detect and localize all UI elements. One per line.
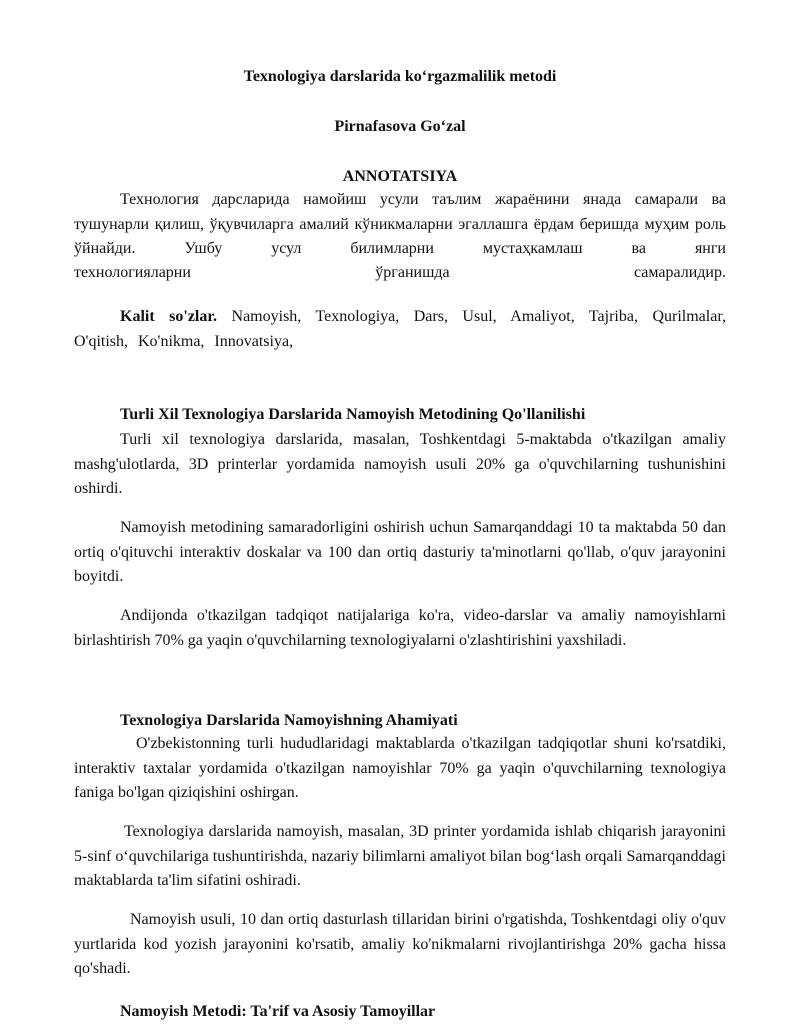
annotation-heading: ANNOTATSIYA [342,168,458,185]
keywords-paragraph [74,305,726,354]
paragraph: Namoyish usuli, 10 dan ortiq dasturlash tillaridan birini o'rgatishda, Toshkentdagi oliy o'quv yurtlarida kod yozish jarayonini ko'rsatib, amaliy ko'nikmalarni rivojlantirishga 20% gacha hissa qo'shadi. [74,911,726,977]
section-heading: Turli Xil Texnologiya Darslarida Namoyish Metodining Qo'llanilishi [120,406,586,423]
author-name: Pirnafasova Go‘zal [334,118,466,135]
paragraph: O'zbekistonning turli hududlaridagi maktablarda o'tkazilgan tadqiqotlar shuni ko'rsatdiki, interaktiv taxtalar yordamida o'tkazilgan namoyishlar 70% ga yaqin o'quvchilarning texnologiya faniga bo'lgan qiziqishini oshirgan. [74,735,726,801]
paragraph: Texnologiya darslarida namoyish, masalan, 3D printer yordamida ishlab chiqarish jarayonini 5-sinf o‘quvchilariga tushuntirishda, nazariy bilimlarni amaliyot bilan bog‘lash orqali Samarqanddagi maktablarda ta'lim sifatini oshiradi. [74,823,726,889]
paragraph: Turli xil texnologiya darslarida, masalan, Toshkentdagi 5-maktabda o'tkazilgan amaliy mashg'ulotlarda, 3D printerlar yordamida namoyish usuli 20% ga o'quvchilarning tushunishini oshirdi. [74,431,726,497]
section-heading: Texnologiya Darslarida Namoyishning Ahamiyati [120,712,458,729]
keywords-label: Kalit so'zlar. [120,308,218,325]
document-title: Texnologiya darslarida ko‘rgazmalilik metodi [243,68,557,85]
annotation-text: Технология дарсларида намойиш усули таълим жараёнини янада самарали ва тушунарли қилиш, ўқувчиларга амалий кўникмаларни эгаллашга ёрдам беришда муҳим роль ўйнайди. Ушбу усул билимларни мустаҳкамлаш ва янги [74,191,726,257]
paragraph: Namoyish metodining samaradorligini oshirish uchun Samarqanddagi 10 ta maktabda 50 dan ortiq o'qituvchi interaktiv doskalar va 100 dan ortiq dasturiy ta'minotlarni qo'llab, o'quv jarayonini boyitdi. [74,519,726,585]
section-heading: Namoyish Metodi: Ta'rif va Asosiy Tamoyillar [120,1003,436,1020]
paragraph: Andijonda o'tkazilgan tadqiqot natijalariga ko'ra, video-darslar va amaliy namoyishlarni birlashtirish 70% ga yaqin o'quvchilarning texnologiyalarni o'zlashtirishini yaxshiladi. [74,607,726,649]
annotation-text-last-line: технологияларни ўрганишда самаралидир. [74,264,726,281]
keywords-text: Namoyish, Texnologiya, Dars, Usul, Amaliyot, Tajriba, Qurilmalar, O'qitish, Ko'nikma, Innovatsiya, [74,308,727,350]
